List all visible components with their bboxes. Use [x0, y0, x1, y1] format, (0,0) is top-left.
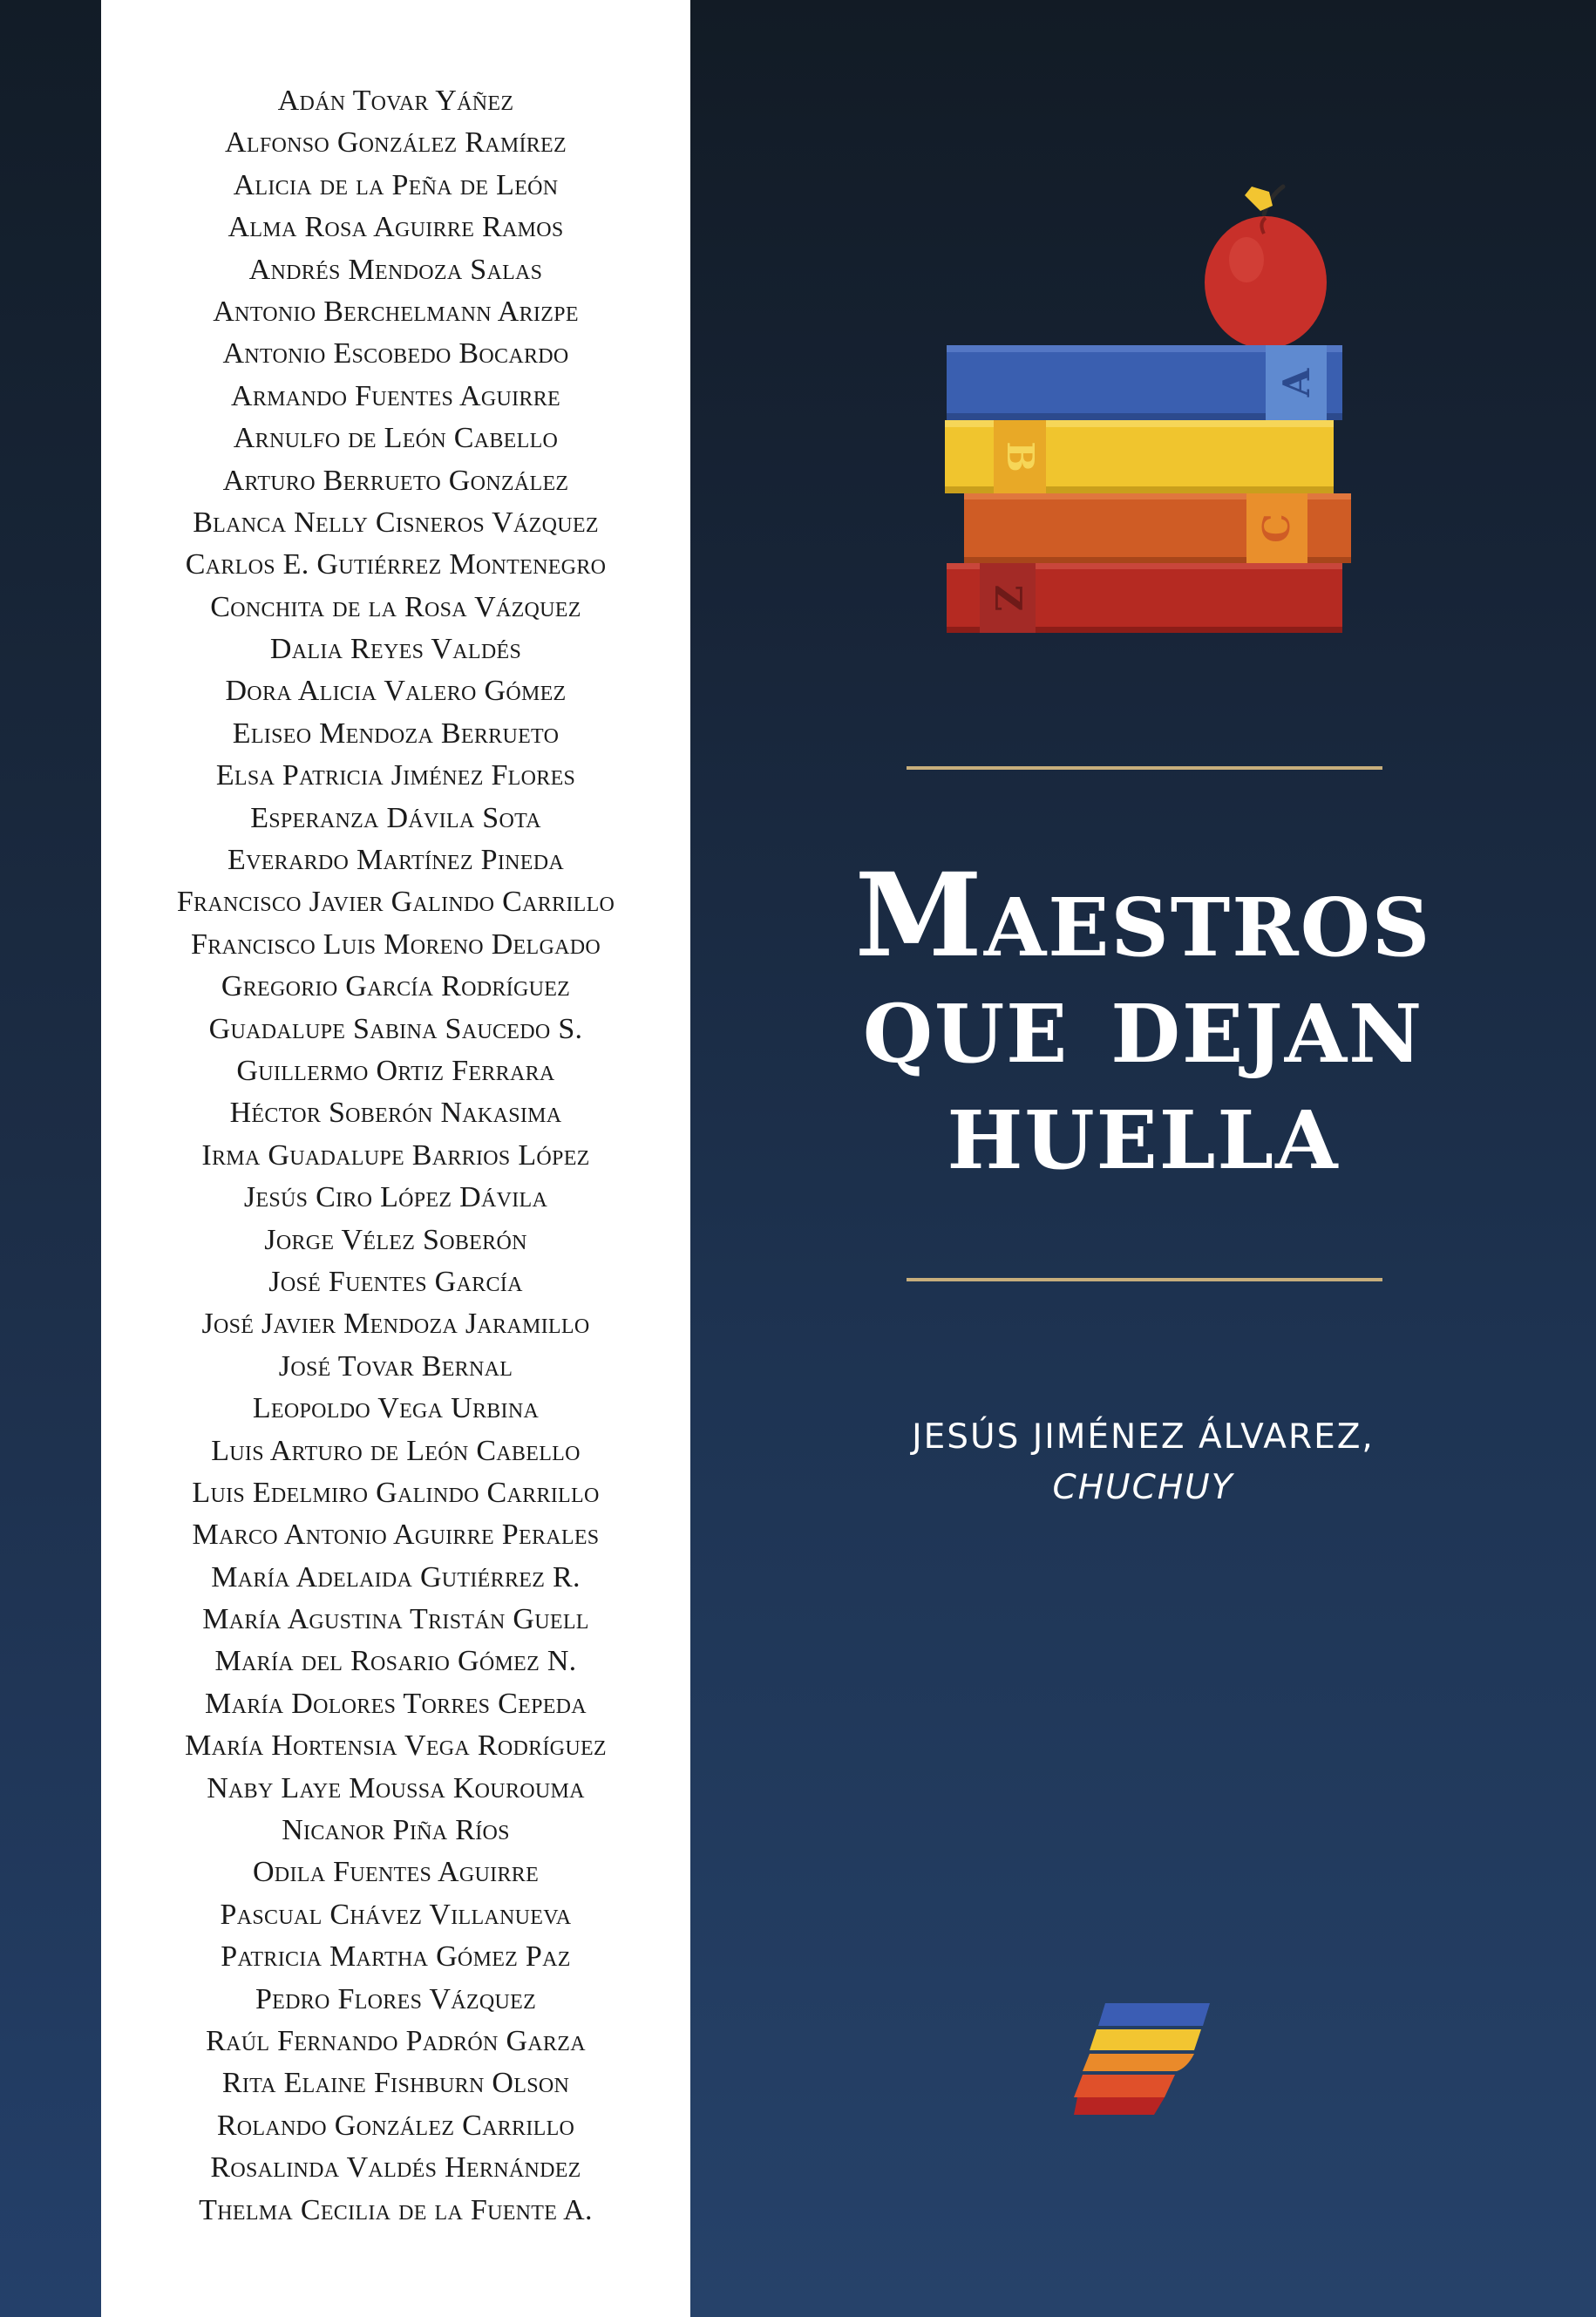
name-list-item: José Javier Mendoza Jaramillo [201, 1308, 590, 1341]
name-list-item: Elsa Patricia Jiménez Flores [215, 759, 576, 792]
name-list-item: Leopoldo Vega Urbina [252, 1392, 540, 1425]
name-list-item: Carlos E. Gutiérrez Montenegro [185, 548, 607, 581]
book-stack-icon [945, 180, 1355, 633]
name-list-item: María Dolores Torres Cepeda [205, 1687, 587, 1720]
cover-panel [690, 0, 1596, 2317]
name-list-item: Naby Laye Moussa Kourouma [207, 1771, 585, 1804]
left-edge-band [0, 0, 101, 2317]
name-list-item: Alfonso González Ramírez [225, 126, 567, 160]
book-title [690, 848, 1596, 1196]
name-list-item: Blanca Nelly Cisneros Vázquez [193, 506, 599, 539]
name-list-item: Francisco Luis Moreno Delgado [190, 927, 601, 961]
name-list-item: Arnulfo de León Cabello [233, 422, 559, 455]
author-nickname: CHUCHUY [1052, 1468, 1234, 1507]
name-list-item: María Hortensia Vega Rodríguez [185, 1729, 607, 1763]
author-name: JESÚS JIMÉNEZ ÁLVAREZ, [912, 1417, 1375, 1457]
book-red [947, 563, 1342, 633]
spine-letter-b: B [999, 441, 1042, 472]
name-list-item: Armando Fuentes Aguirre [230, 379, 561, 412]
name-list-item: María Adelaida Gutiérrez R. [211, 1560, 581, 1593]
name-list-item: Dora Alicia Valero Gómez [225, 675, 567, 708]
spine-letter-c: C [1255, 513, 1298, 543]
title-line-2: que dejan [862, 955, 1424, 1090]
name-list-item: Raúl Fernando Padrón Garza [206, 2024, 586, 2057]
author-block [690, 1412, 1596, 1513]
name-list-item: Adán Tovar Yáñez [277, 85, 514, 117]
name-list-item: Irma Guadalupe Barrios López [201, 1138, 590, 1172]
bottom-divider [907, 1278, 1382, 1281]
name-list-item: Arturo Berrueto González [222, 464, 569, 497]
name-list-item: Antonio Escobedo Bocardo [222, 337, 569, 370]
name-list-item: Jorge Vélez Soberón [264, 1223, 527, 1256]
name-list-item: Nicanor Piña Ríos [282, 1814, 510, 1847]
name-list-item: Conchita de la Rosa Vázquez [210, 590, 581, 623]
name-list-item: Pascual Chávez Villanueva [220, 1898, 572, 1931]
name-list-item: Alicia de la Peña de León [233, 168, 559, 201]
name-list-item: Andrés Mendoza Salas [248, 253, 543, 286]
title-line-1: Maestros [854, 848, 1432, 983]
name-list-item: José Fuentes García [268, 1265, 523, 1298]
name-list-item: Alma Rosa Aguirre Ramos [228, 211, 564, 244]
name-list-item: Héctor Soberón Nakasima [229, 1097, 562, 1130]
book-blue [947, 345, 1342, 420]
name-list-item: María del Rosario Gómez N. [214, 1645, 577, 1678]
name-list-item: Antonio Berchelmann Arizpe [213, 295, 579, 328]
title-line-3: huella [947, 1061, 1340, 1196]
name-list-item: Guillermo Ortiz Ferrara [236, 1054, 555, 1087]
names-list [101, 80, 690, 2232]
top-divider [907, 766, 1382, 770]
name-list-item: Patricia Martha Gómez Paz [221, 1940, 571, 1974]
name-list-item: Thelma Cecilia de la Fuente A. [199, 2193, 593, 2226]
book-orange [964, 493, 1351, 563]
name-list-item: José Tovar Bernal [278, 1349, 513, 1383]
spine-letter-a: A [1275, 368, 1318, 397]
name-list-item: Marco Antonio Aguirre Perales [192, 1519, 600, 1552]
name-list-item: Jesús Ciro López Dávila [243, 1181, 548, 1214]
name-list-item: María Agustina Tristán Guell [202, 1603, 589, 1636]
name-list-item: Esperanza Dávila Sota [250, 801, 541, 834]
name-list-item: Eliseo Mendoza Berrueto [232, 717, 560, 750]
name-list-item: Everardo Martínez Pineda [228, 844, 564, 877]
name-list-item: Odila Fuentes Aguirre [252, 1856, 540, 1889]
name-list-item: Francisco Javier Galindo Carrillo [176, 886, 615, 919]
publisher-logo-icon [1074, 2001, 1213, 2117]
name-list-item: Rita Elaine Fishburn Olson [221, 2067, 570, 2100]
name-list-item: Dalia Reyes Valdés [269, 633, 522, 666]
names-panel [101, 0, 690, 2317]
spine-letter-z: Z [987, 584, 1029, 612]
name-list-item: Pedro Flores Vázquez [255, 1982, 537, 2015]
name-list-item: Luis Arturo de León Cabello [211, 1434, 581, 1467]
name-list-item: Rosalinda Valdés Hernández [210, 2151, 581, 2185]
apple-icon [1205, 187, 1327, 349]
name-list-item: Rolando González Carrillo [216, 2109, 575, 2142]
book-yellow [945, 420, 1334, 493]
name-list-item: Gregorio García Rodríguez [221, 970, 571, 1003]
name-list-item: Luis Edelmiro Galindo Carrillo [192, 1476, 600, 1509]
name-list-item: Guadalupe Sabina Saucedo S. [208, 1012, 583, 1045]
